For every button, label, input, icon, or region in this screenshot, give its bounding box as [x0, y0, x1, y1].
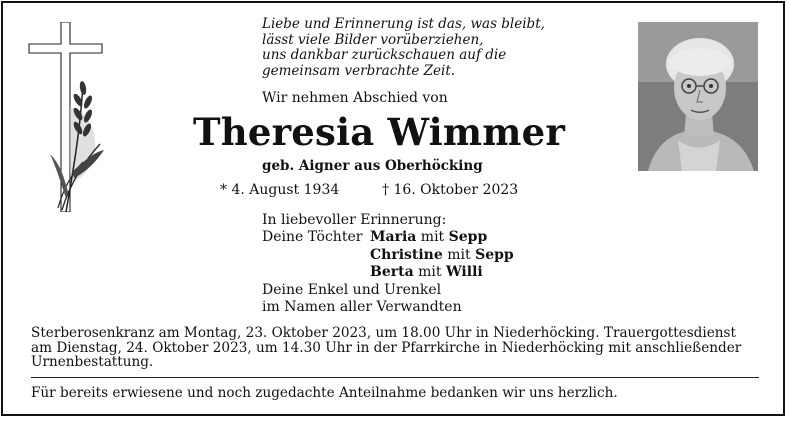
born-name: geb. Aigner aus Oberhöcking: [262, 158, 483, 174]
birth-date: * 4. August 1934: [220, 182, 340, 198]
daughter-name: Christine: [370, 246, 443, 263]
service-details: Sterberosenkranz am Montag, 23. Oktober 2023, um 18.00 Uhr in Niederhöcking. Trauergottesdienst am Dienstag, 24. Oktober 2023, um 14.30 Uhr in der Pfarrkirche in Niederhöcking mit anschließender Urnenbestattung.: [31, 325, 742, 371]
divider: [31, 377, 759, 378]
daughters-label: Deine Töchter: [262, 229, 363, 246]
thanks-line: Für bereits erwiesene und noch zugedachte Anteilnahme bedanken wir uns herzlich.: [31, 385, 618, 401]
cross-with-wheat-icon: [28, 22, 118, 212]
mit-word: mit: [418, 264, 442, 281]
portrait-photo: [638, 22, 758, 171]
daughter-name: Berta: [370, 264, 414, 281]
deceased-name: Theresia Wimmer: [193, 110, 566, 154]
partner-name: Sepp: [448, 229, 488, 246]
verse-line: Liebe und Erinnerung ist das, was bleibt,: [262, 16, 545, 32]
portrait-illustration: [638, 22, 758, 171]
mit-word: mit: [447, 246, 471, 263]
partner-name: Willi: [445, 264, 483, 281]
mit-word: mit: [420, 229, 445, 246]
mourners-list: [262, 212, 514, 316]
grandchildren-line: Deine Enkel und Urenkel: [262, 281, 442, 298]
relatives-line: im Namen aller Verwandten: [262, 299, 462, 316]
farewell-intro: Wir nehmen Abschied von: [262, 90, 448, 106]
daughter-row: [262, 247, 514, 264]
partner-name: Sepp: [475, 246, 514, 263]
verse-line: lässt viele Bilder vorüberziehen,: [262, 31, 484, 48]
daughter-row: [262, 229, 514, 246]
death-date: † 16. Oktober 2023: [382, 182, 519, 198]
daughter-name: Maria: [370, 229, 417, 246]
mourners-opening: In liebevoller Erinnerung:: [262, 212, 447, 228]
memorial-verse: [262, 17, 545, 79]
verse-line: gemeinsam verbrachte Zeit.: [262, 62, 456, 79]
verse-line: uns dankbar zurückschauen auf die: [262, 47, 507, 63]
daughter-row: [262, 264, 514, 281]
